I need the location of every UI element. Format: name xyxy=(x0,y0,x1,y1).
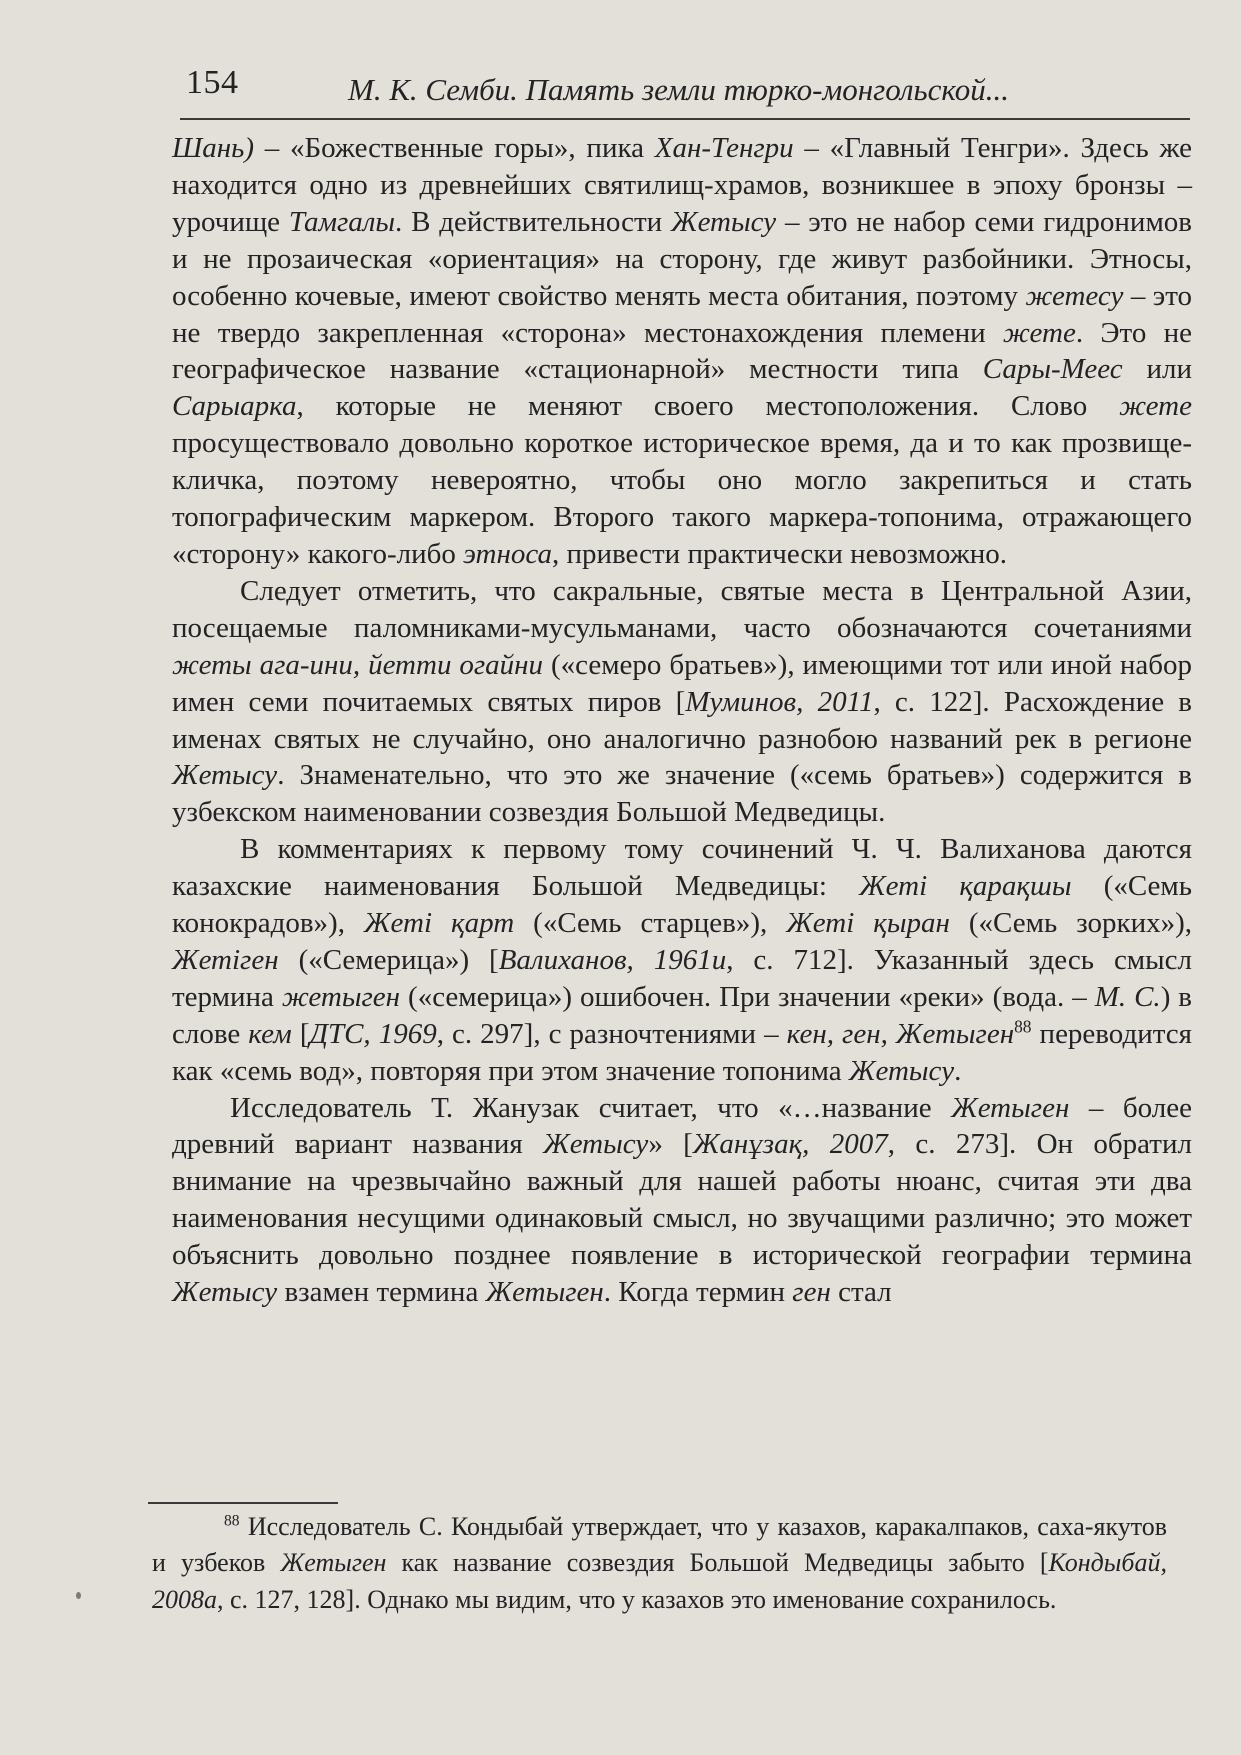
text-run: [ xyxy=(291,1017,310,1050)
italic-term: жете xyxy=(1002,316,1076,349)
text-run: , привести практически невозможно. xyxy=(551,537,1008,570)
text-run: («Семь зорких»), xyxy=(949,907,1192,940)
italic-term: Жетысу xyxy=(671,205,777,238)
text-run: . Знаменательно, что это же значение («семь братьев») содержится в узбекском наименовании созвездия Большой Медведицы. xyxy=(172,759,1192,829)
italic-term: Жетысу xyxy=(848,1054,955,1087)
italic-term: кен, ген, Жетыген xyxy=(786,1017,1015,1050)
text-run: («семеро братьев»), имеющими тот или иной набор имен семи почитаемых святых пиров [ xyxy=(172,648,1192,718)
italic-term: кем xyxy=(248,1017,292,1050)
body-text xyxy=(172,130,1192,1311)
text-run: переводится как «семь вод», повторяя при этом значение топонима xyxy=(172,1017,1192,1087)
text-run: просуществовало довольно короткое историческое время, да и то как прозвище-кличка, поэтому невероятно, чтобы оно могло закрепиться и стать топографическим маркером. Второго такого маркера-топонима, отражающего «сторону» какого-либо xyxy=(172,427,1192,570)
text-run: , с. 712]. Указанный здесь смысл термина xyxy=(172,943,1192,1013)
italic-term: жетесу xyxy=(1025,279,1124,312)
footnote xyxy=(152,1509,1167,1618)
italic-term: Жетыген xyxy=(485,1276,604,1309)
text-run: – это не набор семи гидронимов и не прозаическая «ориентация» на сторону, где живут разбойники. Этносы, особенно кочевые, имеют свойство менять места обитания, поэтому xyxy=(172,205,1192,312)
italic-term: Жетыген xyxy=(951,1091,1070,1124)
italic-term: Жеті қыран xyxy=(786,907,950,940)
text-run: , с. 122]. Расхождение в именах святых не случайно, оно аналогично разнобою названий рек в регионе xyxy=(172,685,1193,755)
text-run: Исследователь Т. Жанузак считает, что «…название xyxy=(230,1091,952,1124)
text-run: – «Божественные горы», пика xyxy=(254,132,655,164)
italic-term: Жетысу xyxy=(543,1128,649,1161)
italic-term: жетыген xyxy=(281,980,401,1013)
italic-term: Кондыбай, 2008а xyxy=(152,1548,1167,1614)
text-run: Исследователь С. Кондыбай утверждает, что у казахов, каракалпаков, саха-якутов и узбеков xyxy=(152,1512,1167,1578)
text-run: – это не твердо закрепленная «сторона» местонахождения племени xyxy=(172,279,1192,349)
text-run: . xyxy=(954,1054,962,1087)
text-run: («семерица») ошибочен. При значении «реки» (вода. – xyxy=(400,980,1095,1013)
italic-term: Жанұзақ, 2007 xyxy=(692,1128,888,1161)
italic-term: Жетысу xyxy=(172,1276,278,1309)
text-run: Следует отметить, что сакральные, святые места в Центральной Азии, посещаемые паломниками-мусульманами, часто обозначаются сочетаниями xyxy=(172,574,1192,644)
text-run: или xyxy=(1122,353,1192,386)
footnote-ref: 88 xyxy=(1014,1016,1032,1037)
text-run: . Когда термин xyxy=(603,1276,793,1309)
text-run: – более древний вариант названия xyxy=(172,1091,1192,1161)
italic-term: этноса xyxy=(463,537,552,570)
text-run: – «Главный Тенгри». Здесь же находится одно из древнейших святилищ-храмов, возникшее в эпоху бронзы – урочище xyxy=(172,132,1192,238)
italic-term: Сары-Меес xyxy=(982,353,1123,386)
italic-term: Тамгалы xyxy=(288,205,396,238)
paragraph xyxy=(172,573,1192,831)
text-run: стал xyxy=(830,1276,892,1309)
text-run: («Семь конокрадов»), xyxy=(172,870,1192,940)
text-run: , с. 273]. Он обратил внимание на чрезвычайно важный для нашей работы нюанс, считая эти два наименования несущими одинаковый смысл, но звучащими различно; это может объяснить довольно позднее появление в исторической географии термина xyxy=(172,1128,1192,1272)
page-header xyxy=(180,56,1190,116)
paragraph xyxy=(172,130,1192,573)
italic-term: Жетысу xyxy=(172,759,278,792)
text-run: ) в слове xyxy=(172,980,1192,1050)
text-run: взамен термина xyxy=(277,1276,486,1309)
footnote-ref: 88 xyxy=(224,1512,240,1530)
text-run: » [ xyxy=(648,1128,693,1161)
header-rule xyxy=(180,118,1190,120)
italic-term: жете xyxy=(1119,390,1192,423)
italic-term: Сарыарка xyxy=(172,390,297,423)
italic-term: Муминов, 2011 xyxy=(685,685,874,718)
italic-term: Жетіген xyxy=(172,943,279,976)
text-run: как название созвездия Большой Медведицы забыто [ xyxy=(386,1548,1049,1578)
footnote-separator xyxy=(148,1502,338,1504)
text-run: , с. 127, 128]. Однако мы видим, что у казахов это именование сохранилось. xyxy=(217,1584,1057,1614)
italic-term: ген xyxy=(792,1276,831,1309)
text-run: В комментариях к первому тому сочинений Ч. Ч. Валиханова даются казахские наименования Большой Медведицы: xyxy=(172,833,1192,903)
text-run: , которые не меняют своего местоположения. Слово xyxy=(296,390,1120,423)
running-title: М. К. Семби. Память земли тюрко-монгольской... xyxy=(348,72,1009,107)
italic-term: ДТС, 1969 xyxy=(309,1017,437,1050)
text-run: («Семь старцев»), xyxy=(514,907,787,940)
italic-term: Жетыген xyxy=(280,1548,387,1578)
text-run: , с. 297], с разночтениями – xyxy=(436,1017,787,1050)
italic-term: Хан-Тенгри xyxy=(654,132,794,164)
scan-speck xyxy=(76,1592,81,1599)
italic-term: Валиханов, 1961и xyxy=(498,943,727,976)
italic-term: жеты ага-ини, йетти огайни xyxy=(172,648,544,681)
text-run: . В действительности xyxy=(395,205,671,238)
footnote-text xyxy=(152,1509,1167,1618)
italic-term: Жеті қарт xyxy=(363,907,515,940)
italic-term: Жеті қарақшы xyxy=(859,870,1072,903)
paragraph xyxy=(172,1090,1192,1311)
italic-term: М. С. xyxy=(1094,980,1161,1013)
text-run: («Семерица») [ xyxy=(278,943,499,976)
page-number: 154 xyxy=(186,64,239,101)
paragraph xyxy=(172,831,1192,1089)
italic-term: Шань) xyxy=(172,132,254,164)
text-run: . Это не географическое название «стационарной» местности типа xyxy=(172,316,1193,386)
